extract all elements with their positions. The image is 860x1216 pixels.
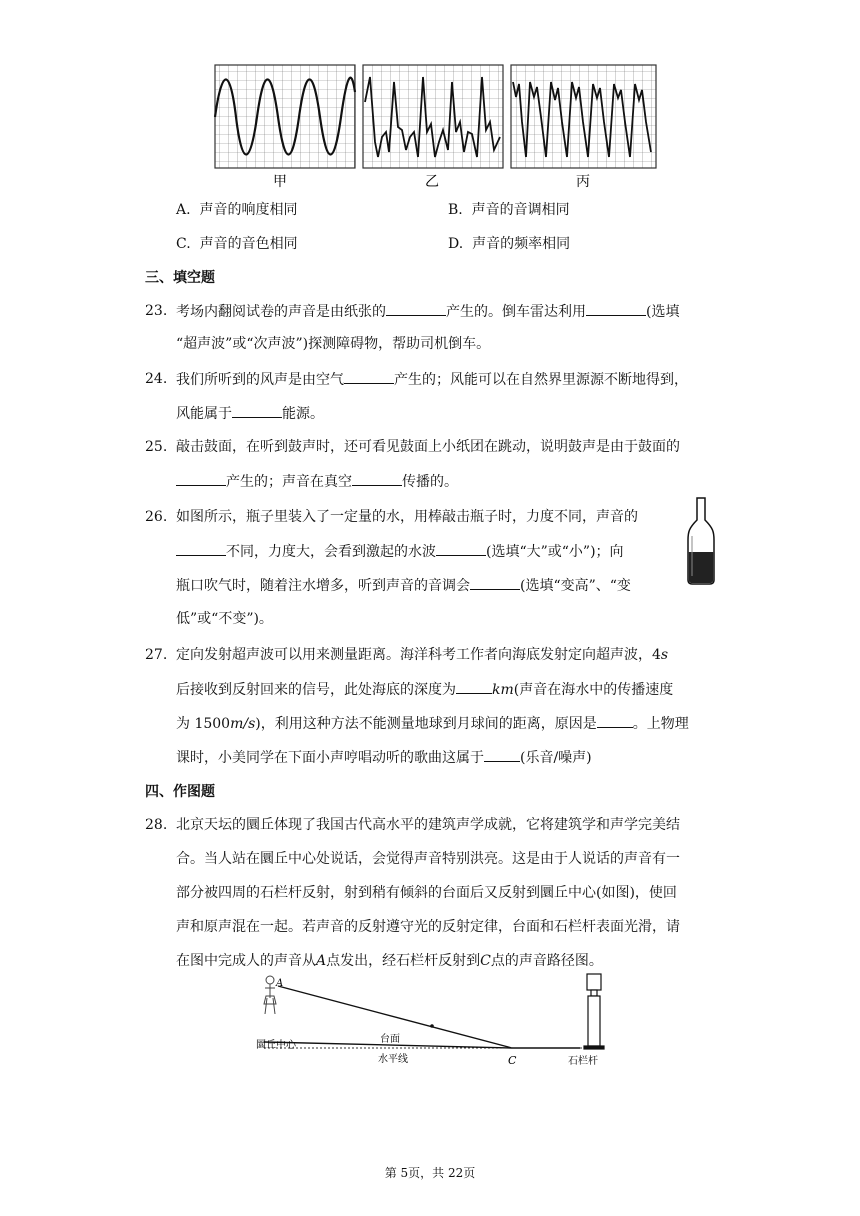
- q23-line1: 考场内翻阅试卷的声音是由纸张的 产生的。倒车雷达利用 (选填: [176, 301, 679, 322]
- q28-line5: 在图中完成人的声音从A点发出，经石栏杆反射到C点的声音路径图。: [176, 953, 603, 969]
- railing-label: 石栏杆: [568, 1056, 598, 1067]
- tiantan-diagram: [250, 968, 620, 1070]
- q25-line2: 产生的；声音在真空 传播的。: [176, 471, 458, 492]
- q25-blank-1: [176, 471, 226, 486]
- center-label: 圜丘中心: [256, 1040, 296, 1051]
- q26-blank-3: [470, 575, 520, 590]
- q24-blank-2: [232, 403, 282, 418]
- q27-blank-2: [597, 713, 633, 728]
- q26-number: 26.: [145, 509, 168, 525]
- q26-line2: 不同，力度大，会看到激起的水波 (选填“大”或“小”)；向: [176, 541, 624, 562]
- q23-blank-2: [586, 301, 646, 316]
- point-a-label: A: [276, 978, 284, 989]
- q24-number: 24.: [145, 371, 168, 387]
- page-footer: 第 5页，共 22页: [384, 1166, 476, 1180]
- q27-line2: 后接收到反射回来的信号，此处海底的深度为 km(声音在海水中的传播速度: [176, 679, 673, 700]
- q24-line1: 我们所听到的风声是由空气 产生的；风能可以在自然界里源源不断地得到，: [176, 369, 688, 390]
- q28-line4: 声和原声混在一起。若声音的反射遵守光的反射定律，台面和石栏杆表面光滑，请: [176, 919, 680, 935]
- q26-line1: 如图所示，瓶子里装入了一定量的水，用棒敲击瓶子时，力度不同，声音的: [176, 509, 638, 525]
- q22-option-a: A. 声音的响度相同: [176, 202, 298, 218]
- stone-railing: [584, 974, 604, 1049]
- q25-number: 25.: [145, 439, 168, 455]
- q26-line3: 瓶口吹气时，随着注水增多，听到声音的音调会 (选填“变高”、“变: [176, 575, 631, 596]
- q28-line2: 合。当人站在圜丘中心处说话，会觉得声音特别洪亮。这是由于人说话的声音有一: [176, 851, 680, 867]
- q22-option-d: D. 声音的频率相同: [448, 236, 571, 252]
- q28-number: 28.: [145, 817, 168, 833]
- q22-option-b: B. 声音的音调相同: [448, 202, 570, 218]
- section-title-fill-blank: 三、填空题: [145, 270, 215, 286]
- platform-label: 台面: [380, 1034, 400, 1045]
- wave-label-jia: 甲: [273, 174, 287, 190]
- q27-line1: 定向发射超声波可以用来测量距离。海洋科考工作者向海底发射定向超声波，4s: [176, 647, 669, 663]
- q27-blank-1: [456, 679, 492, 694]
- q28-line3: 部分被四周的石栏杆反射，射到稍有倾斜的台面后又反射到圜丘中心(如图)，使回: [176, 885, 677, 901]
- q27-line4: 课时，小美同学在下面小声哼唱动听的歌曲这属于 (乐音/噪声): [176, 747, 592, 768]
- q27-blank-3: [484, 747, 520, 762]
- section-title-drawing: 四、作图题: [145, 784, 215, 800]
- bottle-figure: [686, 496, 716, 586]
- q25-line1: 敲击鼓面，在听到鼓声时，还可看见鼓面上小纸团在跳动，说明鼓声是由于鼓面的: [176, 439, 680, 455]
- q23-number: 23.: [145, 303, 168, 319]
- q23-line2: “超声波”或“次声波”)探测障碍物，帮助司机倒车。: [176, 336, 491, 352]
- q26-blank-2: [436, 541, 486, 556]
- q24-line2: 风能属于 能源。: [176, 403, 324, 424]
- horizon-label: 水平线: [378, 1054, 408, 1065]
- q25-blank-2: [352, 471, 402, 486]
- q26-line4: 低”或“不变”)。: [176, 611, 273, 627]
- q23-blank-1: [386, 301, 446, 316]
- point-c-label: C: [508, 1054, 517, 1067]
- q28-line1: 北京天坛的圜丘体现了我国古代高水平的建筑声学成就，它将建筑学和声学完美结: [176, 817, 680, 833]
- q27-line3: 为 1500m/s)，利用这种方法不能测量地球到月球间的距离，原因是 。上物理: [176, 713, 689, 734]
- wave-label-bing: 丙: [576, 174, 590, 190]
- q26-blank-1: [176, 541, 226, 556]
- q27-number: 27.: [145, 647, 168, 663]
- wave-label-yi: 乙: [425, 174, 439, 190]
- person-figure: [264, 976, 276, 1014]
- q22-option-c: C. 声音的音色相同: [176, 236, 298, 252]
- waveform-figure: [210, 62, 662, 192]
- q24-blank-1: [344, 369, 394, 384]
